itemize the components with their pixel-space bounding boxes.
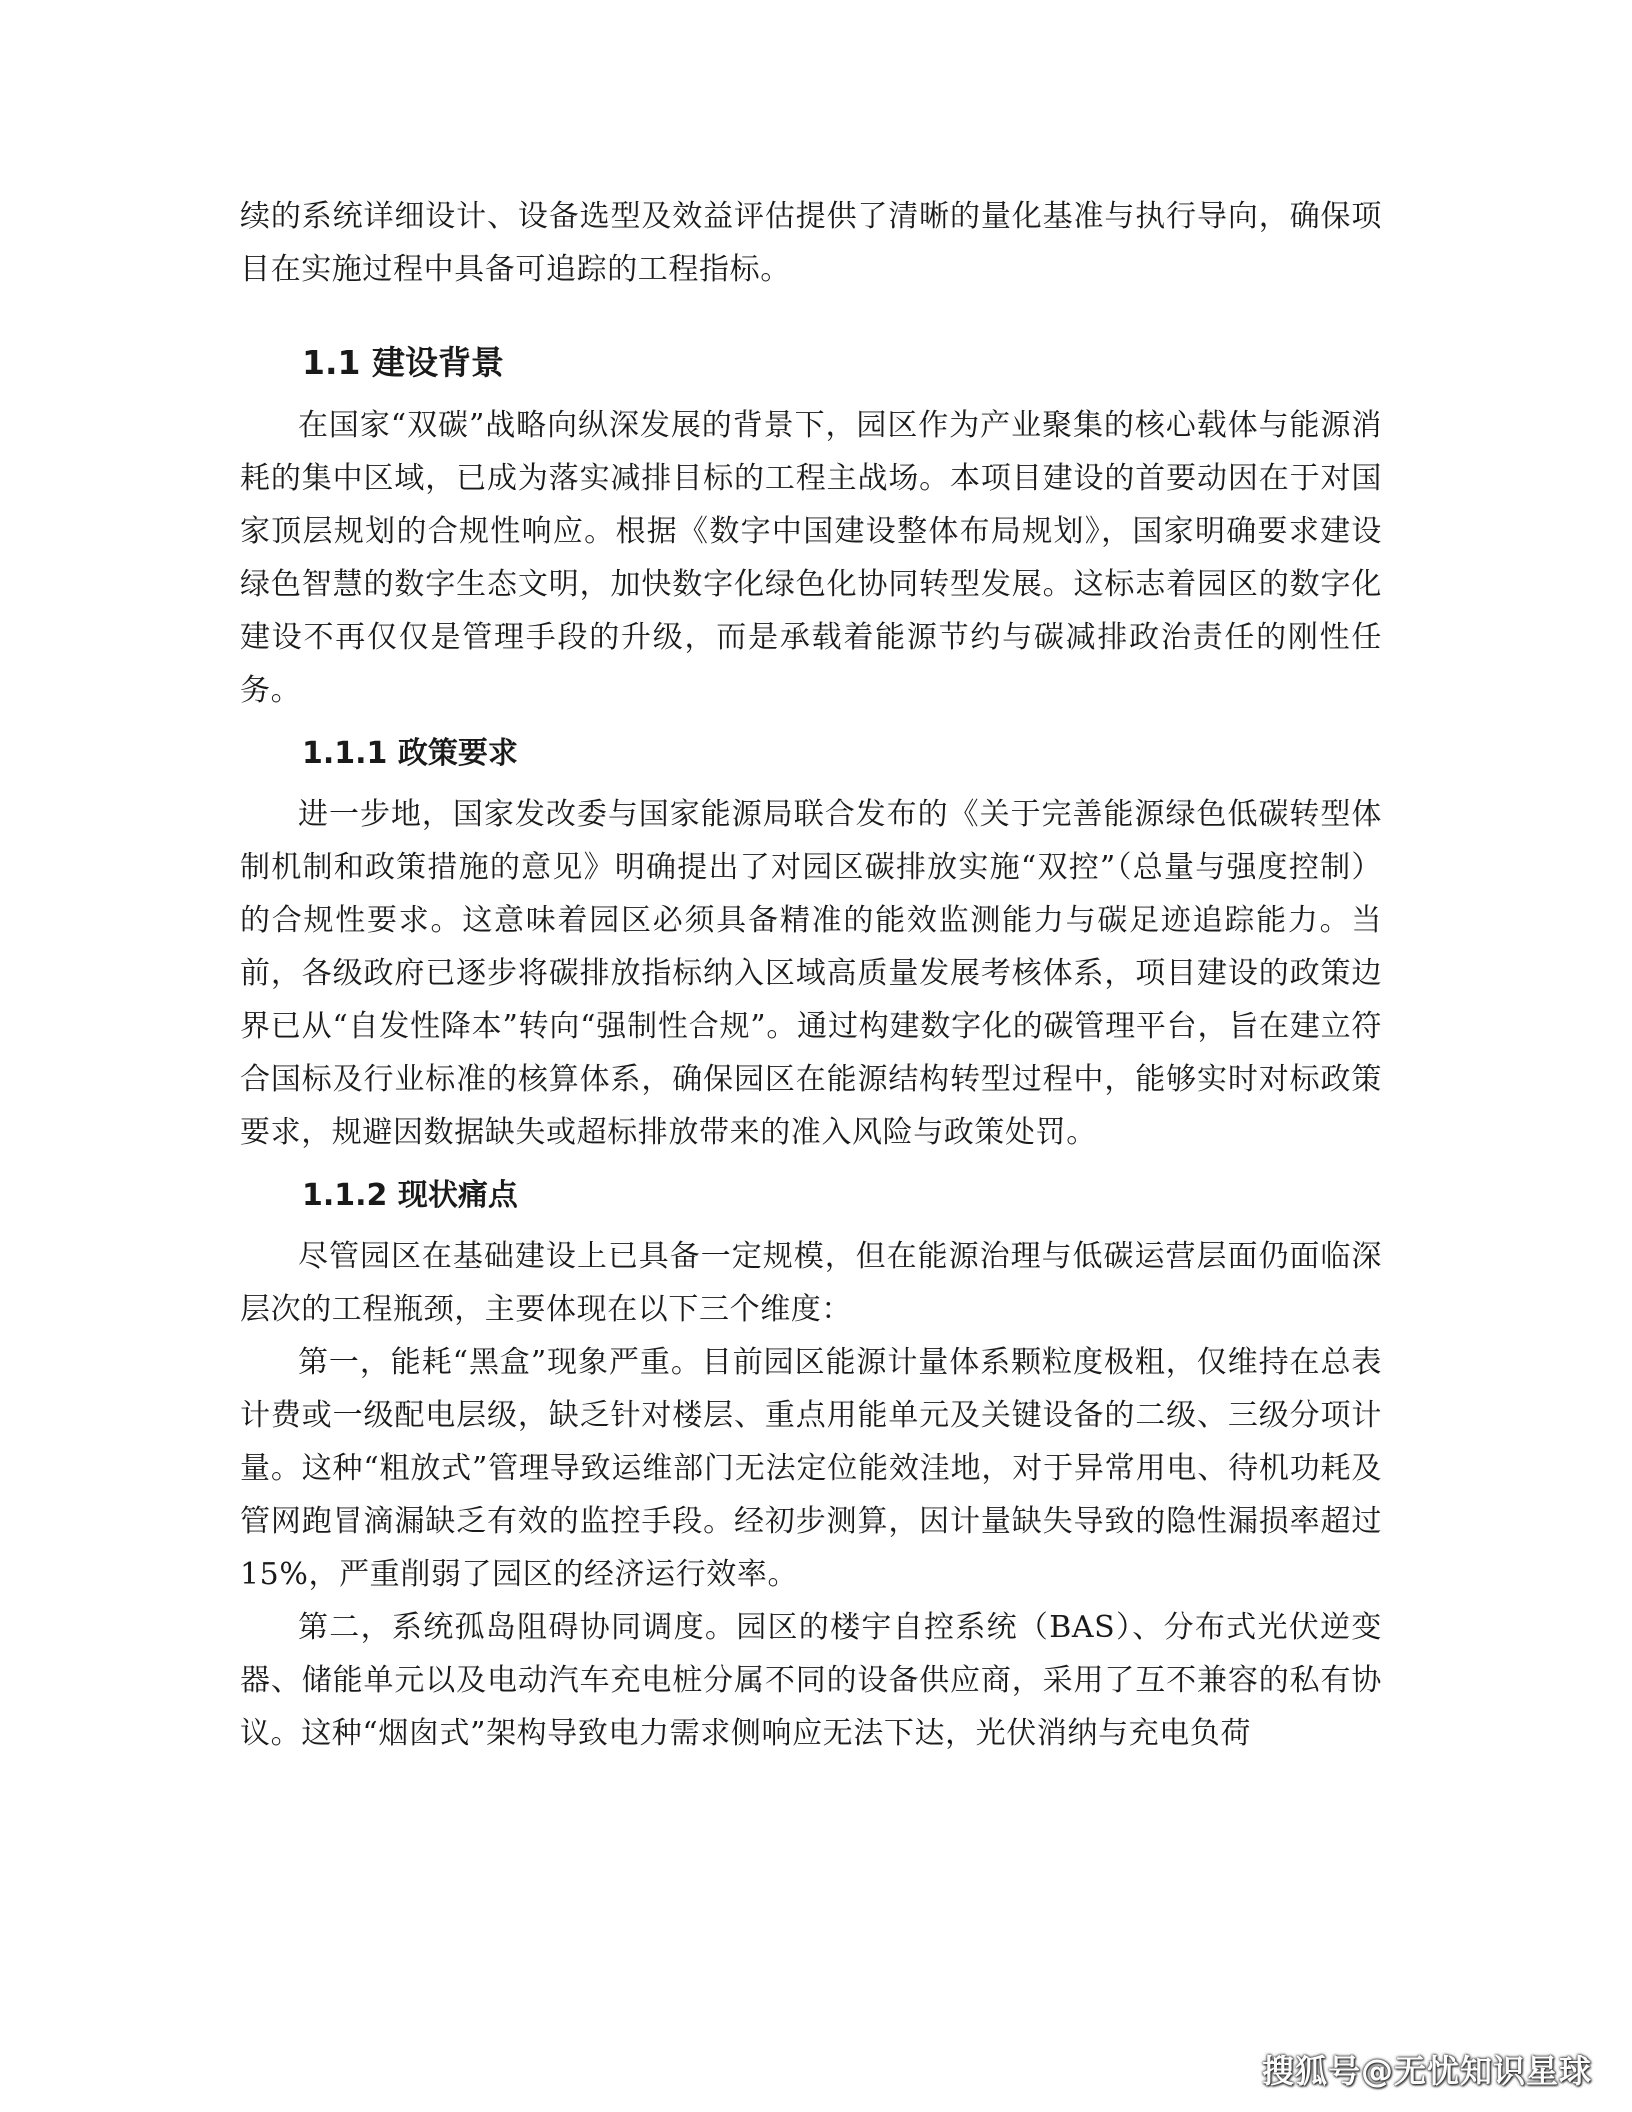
- section-1-1-2-paragraph-3: 第二，系统孤岛阻碍协同调度。园区的楼宇自控系统（BAS）、分布式光伏逆变器、储能单元以及电动汽车充电桩分属不同的设备供应商，采用了互不兼容的私有协议。这种“烟囱式”架构导致电力需求侧响应无法下达，光伏消纳与充电负荷: [240, 1610, 1382, 1751]
- spacer: [240, 1159, 1382, 1169]
- section-heading-1-1-2: 1.1.2 现状痛点: [302, 1178, 518, 1213]
- section-1-1-2-paragraph-2: 第一，能耗“黑盒”现象严重。目前园区能源计量体系颗粒度极粗，仅维持在总表计费或一级配电层级，缺乏针对楼层、重点用能单元及关键设备的二级、三级分项计量。这种“粗放式”管理导致运维部门无法定位能效洼地，对于异常用电、待机功耗及管网跑冒滴漏缺乏有效的监控手段。经初步测算，因计量缺失导致的隐性漏损率超过 15%，严重削弱了园区的经济运行效率。: [240, 1345, 1382, 1592]
- watermark-text: 搜狐号@无忧知识星球: [1261, 2052, 1592, 2090]
- spacer: [240, 1222, 1382, 1230]
- intro-paragraph: 续的系统详细设计、设备选型及效益评估提供了清晰的量化基准与执行导向，确保项目在实施过程中具备可追踪的工程指标。: [240, 199, 1382, 287]
- spacer: [240, 717, 1382, 727]
- spacer: [240, 389, 1382, 399]
- spacer: [240, 780, 1382, 788]
- document-page: [240, 190, 1382, 1760]
- section-1-1-2-paragraph-1: 尽管园区在基础建设上已具备一定规模，但在能源治理与低碳运营层面仍面临深层次的工程瓶颈，主要体现在以下三个维度：: [240, 1239, 1382, 1327]
- section-heading-1-1: 1.1 建设背景: [302, 343, 504, 382]
- section-1-1-paragraph: 在国家“双碳”战略向纵深发展的背景下，园区作为产业聚集的核心载体与能源消耗的集中区域，已成为落实减排目标的工程主战场。本项目建设的首要动因在于对国家顶层规划的合规性响应。根据《数字中国建设整体布局规划》，国家明确要求建设绿色智慧的数字生态文明，加快数字化绿色化协同转型发展。这标志着园区的数字化建设不再仅仅是管理手段的升级，而是承载着能源节约与碳减排政治责任的刚性任务。: [240, 408, 1382, 708]
- section-heading-1-1-1: 1.1.1 政策要求: [302, 736, 518, 771]
- spacer: [240, 296, 1382, 336]
- section-1-1-1-paragraph: 进一步地，国家发改委与国家能源局联合发布的《关于完善能源绿色低碳转型体制机制和政策措施的意见》明确提出了对园区碳排放实施“双控”（总量与强度控制）的合规性要求。这意味着园区必须具备精准的能效监测能力与碳足迹追踪能力。当前，各级政府已逐步将碳排放指标纳入区域高质量发展考核体系，项目建设的政策边界已从“自发性降本”转向“强制性合规”。通过构建数字化的碳管理平台，旨在建立符合国标及行业标准的核算体系，确保园区在能源结构转型过程中，能够实时对标政策要求，规避因数据缺失或超标排放带来的准入风险与政策处罚。: [240, 797, 1382, 1150]
